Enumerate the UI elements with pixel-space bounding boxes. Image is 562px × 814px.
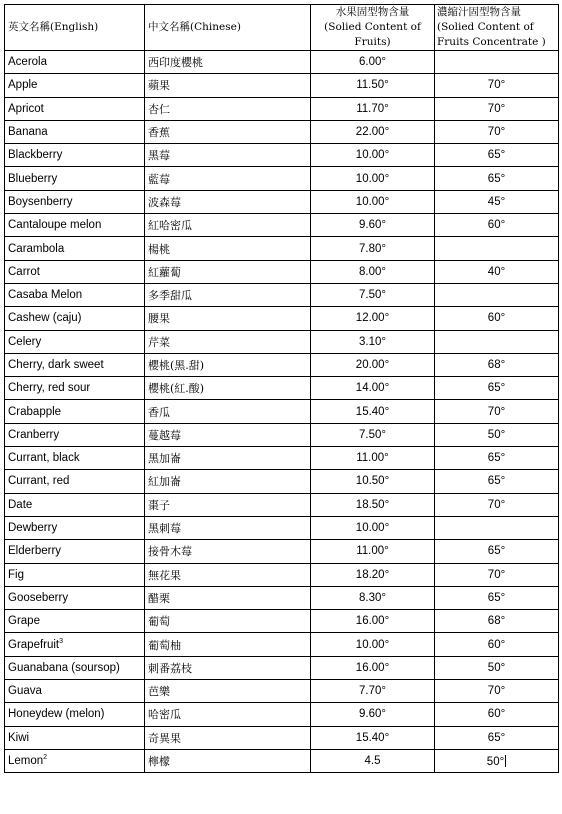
header-fruit-solids	[311, 5, 435, 51]
cell-chinese-name: 芹菜	[145, 330, 311, 353]
concentrate-solids-text: 65°	[487, 545, 506, 558]
cell-concentrate-solids[interactable]	[435, 51, 559, 74]
header-fruit-solids-en: (Solied Content of Fruits)	[324, 21, 421, 48]
english-name-text: Guava	[8, 685, 42, 698]
cell-chinese-name: 香瓜	[145, 400, 311, 423]
table-row	[5, 330, 559, 353]
table-row	[5, 97, 559, 120]
table-row	[5, 237, 559, 260]
concentrate-solids-text: 65°	[487, 149, 506, 162]
cell-english-name	[5, 260, 145, 283]
english-name-text: Acerola	[8, 56, 47, 69]
cell-concentrate-solids[interactable]	[435, 493, 559, 516]
cell-english-name	[5, 214, 145, 237]
english-name-text: Dewberry	[8, 522, 58, 535]
cell-chinese-name: 葡萄	[145, 610, 311, 633]
cell-concentrate-solids[interactable]	[435, 260, 559, 283]
cell-english-name	[5, 423, 145, 446]
table-row	[5, 633, 559, 656]
cell-chinese-name: 蘋果	[145, 74, 311, 97]
cell-english-name	[5, 97, 145, 120]
concentrate-solids-text: 70°	[487, 568, 506, 581]
english-name-text: Blackberry	[8, 149, 63, 162]
cell-concentrate-solids[interactable]	[435, 540, 559, 563]
cell-fruit-solids: 7.70°	[311, 680, 435, 703]
english-name-text: Currant, black	[8, 452, 80, 465]
cell-fruit-solids: 10.00°	[311, 167, 435, 190]
cell-english-name	[5, 633, 145, 656]
concentrate-solids-text: 65°	[487, 475, 506, 488]
table-row	[5, 656, 559, 679]
cell-fruit-solids: 18.20°	[311, 563, 435, 586]
english-name-text: Cranberry	[8, 428, 60, 441]
english-name-text: Honeydew (melon)	[8, 708, 105, 721]
cell-chinese-name: 西印度櫻桃	[145, 51, 311, 74]
cell-fruit-solids: 9.60°	[311, 703, 435, 726]
cell-fruit-solids: 6.00°	[311, 51, 435, 74]
cell-chinese-name: 醋栗	[145, 586, 311, 609]
concentrate-solids-text: 70°	[487, 405, 506, 418]
cell-concentrate-solids[interactable]	[435, 74, 559, 97]
concentrate-solids-text: 60°	[487, 638, 506, 651]
cell-chinese-name: 芭樂	[145, 680, 311, 703]
table-row	[5, 610, 559, 633]
cell-english-name	[5, 283, 145, 306]
cell-english-name	[5, 493, 145, 516]
english-name-text: Blueberry	[8, 172, 58, 185]
cell-chinese-name: 無花果	[145, 563, 311, 586]
cell-concentrate-solids[interactable]	[435, 237, 559, 260]
concentrate-solids-text: 70°	[487, 79, 506, 92]
cell-concentrate-solids[interactable]	[435, 749, 559, 772]
cell-chinese-name: 葡萄柚	[145, 633, 311, 656]
cell-english-name	[5, 516, 145, 539]
cell-fruit-solids: 15.40°	[311, 726, 435, 749]
cell-english-name	[5, 400, 145, 423]
cell-chinese-name: 奇異果	[145, 726, 311, 749]
cell-chinese-name: 紅哈密瓜	[145, 214, 311, 237]
concentrate-solids-text: 68°	[487, 615, 506, 628]
cell-fruit-solids: 10.00°	[311, 633, 435, 656]
cell-fruit-solids: 12.00°	[311, 307, 435, 330]
concentrate-solids-text: 70°	[487, 102, 506, 115]
cell-concentrate-solids[interactable]	[435, 214, 559, 237]
english-name-text: Carambola	[8, 242, 65, 255]
header-chinese: 中文名稱(Chinese)	[145, 5, 311, 51]
cell-fruit-solids: 4.5	[311, 749, 435, 772]
table-row	[5, 260, 559, 283]
cell-english-name	[5, 610, 145, 633]
cell-chinese-name: 棗子	[145, 493, 311, 516]
table-row	[5, 447, 559, 470]
cell-english-name	[5, 680, 145, 703]
english-name-text: Guanabana (soursop)	[8, 661, 120, 674]
table-row	[5, 167, 559, 190]
english-name-text: Apricot	[8, 102, 44, 115]
cell-english-name	[5, 563, 145, 586]
concentrate-solids-text: 60°	[487, 219, 506, 232]
footnote-marker: 2	[43, 754, 48, 762]
cell-concentrate-solids[interactable]	[435, 400, 559, 423]
table-row	[5, 214, 559, 237]
concentrate-solids-text: 65°	[487, 452, 506, 465]
cell-fruit-solids: 8.30°	[311, 586, 435, 609]
concentrate-solids-text: 50°	[486, 755, 505, 768]
cell-concentrate-solids[interactable]	[435, 97, 559, 120]
fruit-solids-table	[4, 4, 559, 773]
concentrate-solids-text: 70°	[487, 685, 506, 698]
cell-chinese-name: 腰果	[145, 307, 311, 330]
cell-concentrate-solids[interactable]	[435, 377, 559, 400]
cell-concentrate-solids[interactable]	[435, 516, 559, 539]
table-row	[5, 74, 559, 97]
cell-english-name	[5, 656, 145, 679]
english-name-text: Gooseberry	[8, 591, 69, 604]
table-row	[5, 516, 559, 539]
cell-chinese-name: 黑莓	[145, 144, 311, 167]
cell-chinese-name: 紅蘿蔔	[145, 260, 311, 283]
cell-english-name	[5, 749, 145, 772]
english-name-text: Cherry, red sour	[8, 382, 91, 395]
cell-english-name	[5, 330, 145, 353]
cell-concentrate-solids[interactable]	[435, 633, 559, 656]
cell-english-name	[5, 703, 145, 726]
cell-chinese-name: 紅加崙	[145, 470, 311, 493]
concentrate-solids-text: 50°	[487, 428, 506, 441]
cell-fruit-solids: 7.50°	[311, 283, 435, 306]
cell-fruit-solids: 14.00°	[311, 377, 435, 400]
cell-concentrate-solids[interactable]	[435, 447, 559, 470]
cell-concentrate-solids[interactable]	[435, 423, 559, 446]
cell-fruit-solids: 11.00°	[311, 447, 435, 470]
cell-chinese-name: 楊桃	[145, 237, 311, 260]
table-row	[5, 283, 559, 306]
cell-english-name	[5, 726, 145, 749]
concentrate-solids-text: 68°	[487, 359, 506, 371]
table-row	[5, 190, 559, 213]
table-row	[5, 353, 559, 376]
cell-fruit-solids: 8.00°	[311, 260, 435, 283]
cell-chinese-name: 檸檬	[145, 749, 311, 772]
cell-english-name	[5, 586, 145, 609]
cell-english-name	[5, 144, 145, 167]
table-row	[5, 726, 559, 749]
cell-fruit-solids: 18.50°	[311, 493, 435, 516]
concentrate-solids-text: 65°	[487, 591, 506, 604]
cell-chinese-name: 接骨木莓	[145, 540, 311, 563]
english-name-text: Date	[8, 498, 33, 511]
cell-english-name	[5, 447, 145, 470]
cell-concentrate-solids[interactable]	[435, 656, 559, 679]
table-row	[5, 307, 559, 330]
table-row	[5, 51, 559, 74]
cell-concentrate-solids[interactable]	[435, 680, 559, 703]
table-row	[5, 144, 559, 167]
table-body	[5, 51, 559, 773]
cell-fruit-solids: 9.60°	[311, 214, 435, 237]
cell-english-name	[5, 190, 145, 213]
header-concentrate-solids-zh: 濃縮汁固型物含量	[437, 6, 521, 18]
english-name-text: Cherry, dark sweet	[8, 359, 104, 371]
table-row	[5, 377, 559, 400]
cell-chinese-name: 刺番荔枝	[145, 656, 311, 679]
concentrate-solids-text: 60°	[487, 312, 506, 325]
concentrate-solids-text: 65°	[487, 172, 506, 185]
cell-fruit-solids: 16.00°	[311, 610, 435, 633]
concentrate-solids-text: 70°	[487, 126, 506, 139]
cell-fruit-solids: 11.50°	[311, 74, 435, 97]
cell-chinese-name: 櫻桃(紅.酸)	[145, 377, 311, 400]
cell-fruit-solids: 7.80°	[311, 237, 435, 260]
cell-fruit-solids: 3.10°	[311, 330, 435, 353]
english-name-text: Carrot	[8, 265, 40, 278]
table-row	[5, 400, 559, 423]
cell-concentrate-solids[interactable]	[435, 470, 559, 493]
english-name-text: Boysenberry	[8, 195, 73, 208]
cell-concentrate-solids[interactable]	[435, 726, 559, 749]
english-name-text: Currant, red	[8, 475, 70, 488]
english-name-text: Kiwi	[8, 731, 30, 744]
cell-chinese-name: 黑加崙	[145, 447, 311, 470]
cell-english-name	[5, 353, 145, 376]
cell-concentrate-solids[interactable]	[435, 190, 559, 213]
concentrate-solids-text: 50°	[487, 661, 506, 674]
header-fruit-solids-zh: 水果固型物含量	[335, 6, 410, 18]
cell-fruit-solids: 20.00°	[311, 353, 435, 376]
concentrate-solids-text: 65°	[487, 731, 506, 744]
english-name-text: Crabapple	[8, 405, 62, 418]
cell-chinese-name: 櫻桃(黑.甜)	[145, 353, 311, 376]
cell-chinese-name: 哈密瓜	[145, 703, 311, 726]
concentrate-solids-text: 70°	[487, 498, 506, 511]
concentrate-solids-text: 60°	[487, 708, 506, 721]
concentrate-solids-text: 45°	[487, 195, 506, 208]
cell-concentrate-solids[interactable]	[435, 283, 559, 306]
table-row	[5, 680, 559, 703]
cell-concentrate-solids[interactable]	[435, 307, 559, 330]
english-name-text: Lemon	[8, 755, 44, 768]
cell-concentrate-solids[interactable]	[435, 586, 559, 609]
english-name-text: Cantaloupe melon	[8, 219, 102, 232]
cell-concentrate-solids[interactable]	[435, 144, 559, 167]
english-name-text: Elderberry	[8, 545, 62, 558]
cell-chinese-name: 香蕉	[145, 120, 311, 143]
cell-english-name	[5, 74, 145, 97]
concentrate-solids-text: 65°	[487, 382, 506, 395]
table-row	[5, 120, 559, 143]
table-row	[5, 749, 559, 772]
table-row	[5, 540, 559, 563]
concentrate-solids-text: 40°	[487, 265, 506, 278]
cell-concentrate-solids[interactable]	[435, 120, 559, 143]
cell-concentrate-solids[interactable]	[435, 330, 559, 353]
cell-english-name	[5, 51, 145, 74]
table-header-row	[5, 5, 559, 51]
english-name-text: Grape	[8, 615, 40, 628]
table-row	[5, 563, 559, 586]
cell-chinese-name: 波森莓	[145, 190, 311, 213]
cell-fruit-solids: 15.40°	[311, 400, 435, 423]
cell-english-name	[5, 307, 145, 330]
cell-fruit-solids: 16.00°	[311, 656, 435, 679]
cell-chinese-name: 蔓越莓	[145, 423, 311, 446]
cell-fruit-solids: 10.50°	[311, 470, 435, 493]
cell-concentrate-solids[interactable]	[435, 353, 559, 376]
english-name-text: Celery	[8, 335, 42, 348]
table-row	[5, 493, 559, 516]
cell-chinese-name: 黑刺莓	[145, 516, 311, 539]
cell-fruit-solids: 11.00°	[311, 540, 435, 563]
cell-english-name	[5, 120, 145, 143]
english-name-text: Cashew (caju)	[8, 312, 82, 325]
cell-english-name	[5, 540, 145, 563]
table-row	[5, 470, 559, 493]
cell-concentrate-solids[interactable]	[435, 563, 559, 586]
text-cursor	[505, 755, 506, 767]
cell-chinese-name: 杏仁	[145, 97, 311, 120]
cell-fruit-solids: 10.00°	[311, 516, 435, 539]
cell-english-name	[5, 237, 145, 260]
cell-fruit-solids: 22.00°	[311, 120, 435, 143]
table-row	[5, 423, 559, 446]
cell-fruit-solids: 11.70°	[311, 97, 435, 120]
table-row	[5, 703, 559, 726]
cell-fruit-solids: 10.00°	[311, 144, 435, 167]
cell-chinese-name: 多季甜瓜	[145, 283, 311, 306]
english-name-text: Grapefruit	[8, 638, 60, 651]
cell-concentrate-solids[interactable]	[435, 167, 559, 190]
english-name-text: Fig	[8, 568, 24, 581]
header-concentrate-solids-en: (Solied Content of Fruits Concentrate )	[437, 21, 546, 48]
cell-english-name	[5, 167, 145, 190]
cell-english-name	[5, 377, 145, 400]
cell-concentrate-solids[interactable]	[435, 703, 559, 726]
cell-english-name	[5, 470, 145, 493]
table-row	[5, 586, 559, 609]
english-name-text: Apple	[8, 79, 38, 92]
footnote-marker: 3	[59, 637, 64, 645]
cell-fruit-solids: 10.00°	[311, 190, 435, 213]
header-concentrate-solids	[435, 5, 559, 51]
english-name-text: Casaba Melon	[8, 289, 83, 302]
header-english: 英文名稱(English)	[5, 5, 145, 51]
cell-chinese-name: 藍莓	[145, 167, 311, 190]
english-name-text: Banana	[8, 126, 48, 139]
cell-fruit-solids: 7.50°	[311, 423, 435, 446]
cell-concentrate-solids[interactable]	[435, 610, 559, 633]
